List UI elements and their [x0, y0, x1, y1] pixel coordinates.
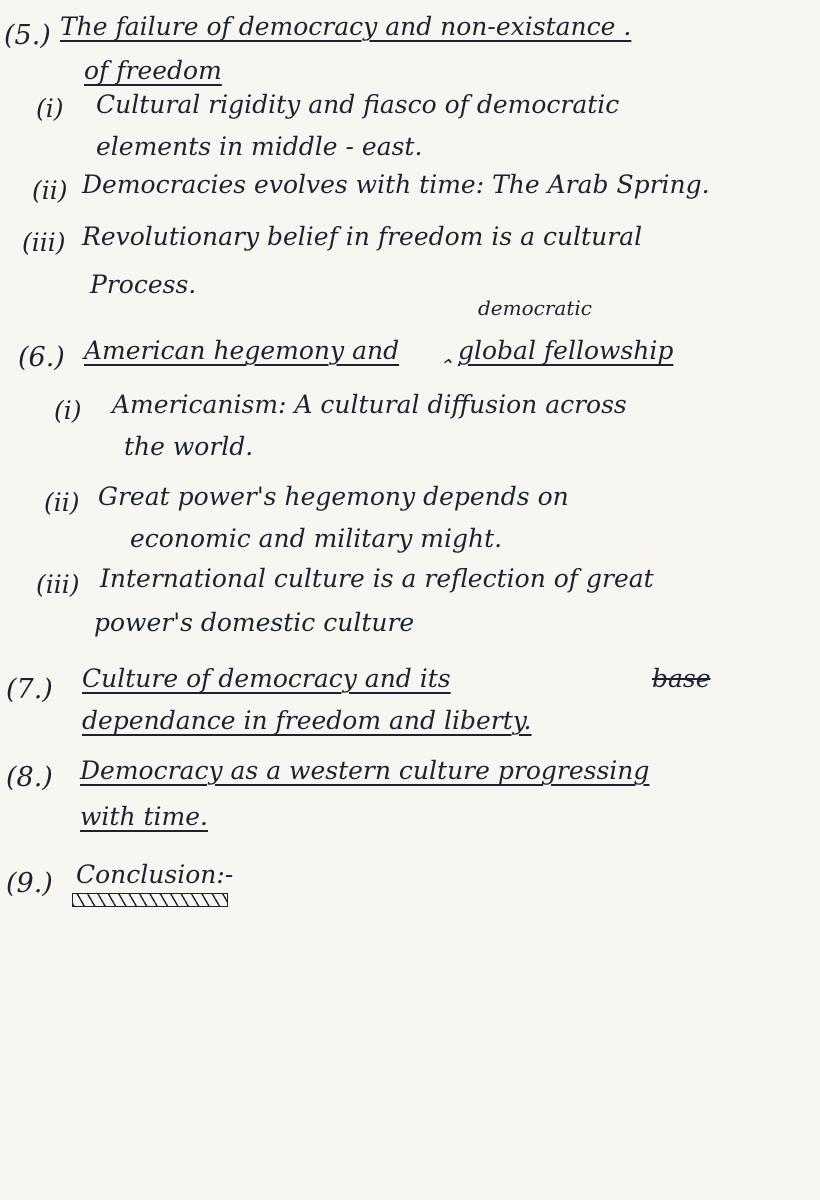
section-7-struck-word: base: [652, 664, 711, 693]
section-5-item-ii-line-1: Democracies evolves with time: The Arab Spring.: [82, 170, 710, 199]
section-5-item-i-line-1: Cultural rigidity and fiasco of democratic: [96, 90, 620, 119]
section-5-item-ii-number: (ii): [32, 176, 68, 205]
hatched-underline: [72, 893, 228, 907]
section-7-heading-line-1: Culture of democracy and its: [82, 664, 451, 693]
section-6-item-ii-number: (ii): [44, 488, 80, 517]
section-6-item-i-line-1: Americanism: A cultural diffusion across: [112, 390, 627, 419]
section-7-number: (7.): [6, 674, 53, 705]
section-5-heading-line-1: The failure of democracy and non-existance .: [60, 12, 632, 41]
section-5-item-iii-number: (iii): [22, 228, 66, 257]
section-5-item-iii-line-1: Revolutionary belief in freedom is a cultural: [82, 222, 643, 251]
section-5-item-i-number: (i): [36, 94, 64, 123]
section-6-item-i-line-2: the world.: [124, 432, 254, 461]
section-8-heading-line-2: with time.: [80, 802, 208, 831]
section-6-item-iii-number: (iii): [36, 570, 80, 599]
section-6-inserted-word: democratic: [478, 296, 592, 320]
insertion-caret-icon: ⌃: [438, 356, 454, 377]
section-9-heading: Conclusion:-: [76, 860, 234, 889]
section-5-heading-line-2: of freedom: [84, 56, 222, 85]
section-6-item-i-number: (i): [54, 396, 82, 425]
section-5-number: (5.): [4, 20, 51, 51]
section-8-heading-line-1: Democracy as a western culture progressing: [80, 756, 650, 785]
section-6-item-iii-line-1: International culture is a reflection of great: [100, 564, 654, 593]
section-6-number: (6.): [18, 342, 65, 373]
section-7-heading-line-2: dependance in freedom and liberty.: [82, 706, 532, 735]
section-6-item-ii-line-2: economic and military might.: [130, 524, 503, 553]
section-8-number: (8.): [6, 762, 53, 793]
section-6-item-ii-line-1: Great power's hegemony depends on: [98, 482, 569, 511]
section-6-heading-part-2: global fellowship: [458, 336, 674, 365]
section-6-item-iii-line-2: power's domestic culture: [94, 608, 415, 637]
section-9-number: (9.): [6, 868, 53, 899]
section-5-item-i-line-2: elements in middle - east.: [96, 132, 423, 161]
section-5-item-iii-line-2: Process.: [90, 270, 197, 299]
section-6-heading-part-1: American hegemony and: [84, 336, 400, 365]
